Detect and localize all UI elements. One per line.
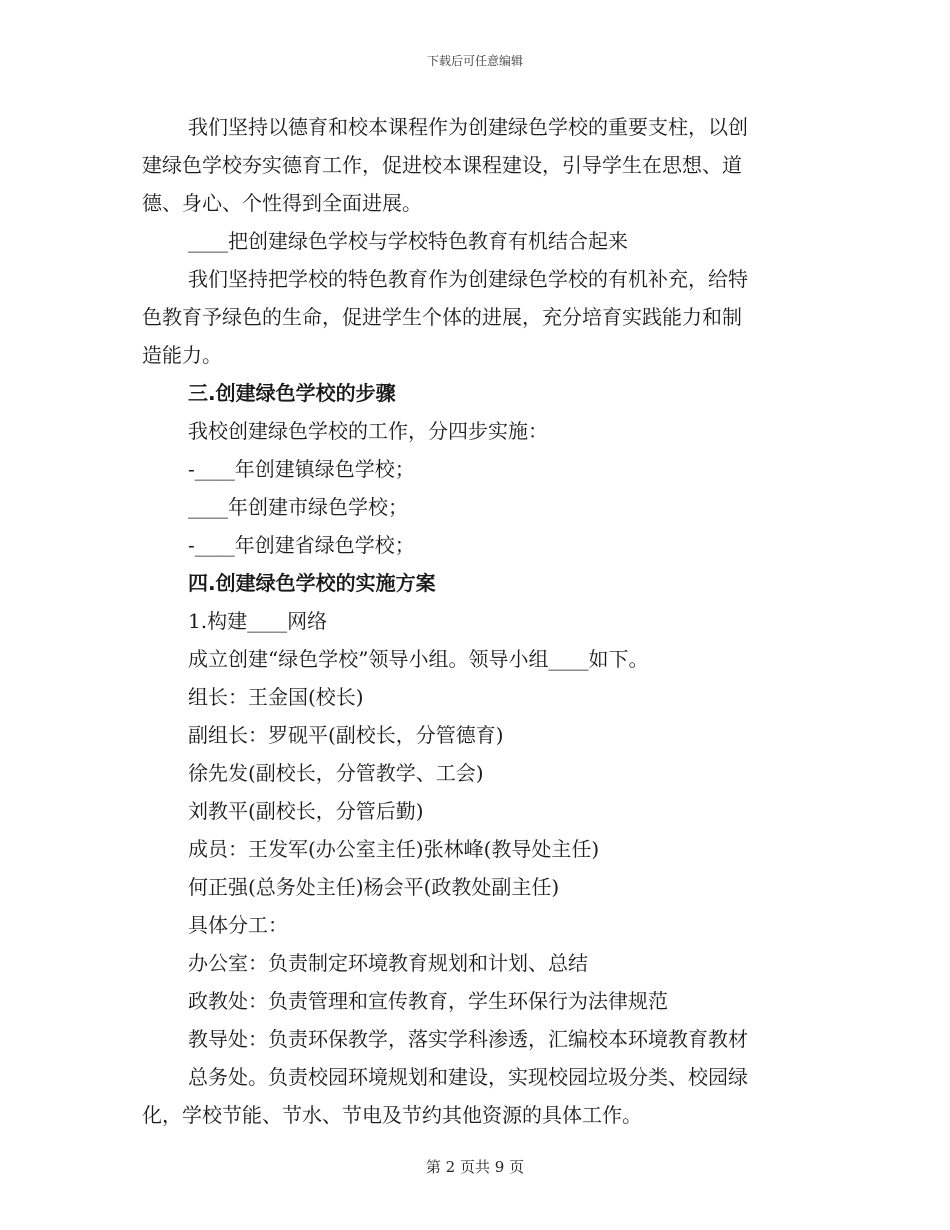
text-line: 组长：王金国(校长)	[188, 685, 364, 709]
text-line: 我们坚持把学校的特色教育作为创建绿色学校的有机补充，给特	[188, 267, 748, 291]
text-line: 何正强(总务处主任)杨会平(政教处副主任)	[188, 875, 560, 899]
section-heading: 四.创建绿色学校的实施方案	[188, 571, 436, 595]
text-line: 成员：王发军(办公室主任)张林峰(教导处主任)	[188, 837, 600, 861]
text-line: 1.构建____网络	[188, 609, 328, 633]
text-line: 我校创建绿色学校的工作，分四步实施：	[188, 419, 548, 443]
text-line: 总务处。负责校园环境规划和建设，实现校园垃圾分类、校园绿	[188, 1065, 748, 1089]
page-footer: 第 2 页共 9 页	[425, 1158, 525, 1176]
text-line: 德、身心、个性得到全面进展。	[142, 191, 422, 215]
text-line: -____年创建镇绿色学校；	[188, 457, 415, 481]
text-line: 办公室：负责制定环境教育规划和计划、总结	[188, 951, 588, 975]
text-line: 具体分工：	[188, 913, 288, 937]
text-line: 成立创建“绿色学校”领导小组。领导小组____如下。	[188, 647, 649, 671]
text-line: 政教处：负责管理和宣传教育，学生环保行为法律规范	[188, 989, 668, 1013]
text-line: 徐先发(副校长，分管教学、工会)	[188, 761, 484, 785]
text-line: 造能力。	[142, 343, 222, 367]
text-line: 我们坚持以德育和校本课程作为创建绿色学校的重要支柱，以创	[188, 115, 748, 139]
text-line: 副组长：罗砚平(副校长，分管德育)	[188, 723, 504, 747]
page-header: 下载后可任意编辑	[426, 54, 523, 68]
text-line: ____年创建市绿色学校；	[188, 495, 408, 519]
document-body	[142, 108, 802, 1134]
text-line: -____年创建省绿色学校；	[188, 533, 415, 557]
section-heading: 三.创建绿色学校的步骤	[188, 381, 396, 405]
text-line: 色教育予绿色的生命，促进学生个体的进展，充分培育实践能力和制	[142, 305, 742, 329]
text-line: 刘教平(副校长，分管后勤)	[188, 799, 424, 823]
text-line: ____把创建绿色学校与学校特色教育有机结合起来	[188, 229, 628, 253]
text-line: 建绿色学校夯实德育工作，促进校本课程建设，引导学生在思想、道	[142, 153, 742, 177]
text-line: 教导处：负责环保教学，落实学科渗透，汇编校本环境教育教材	[188, 1027, 748, 1051]
text-line: 化，学校节能、节水、节电及节约其他资源的具体工作。	[142, 1103, 642, 1127]
